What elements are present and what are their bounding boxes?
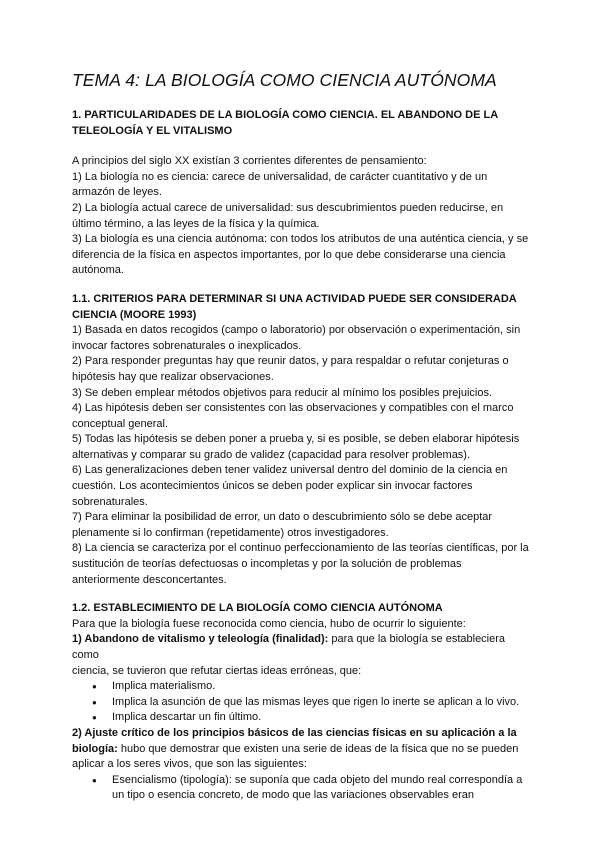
criterion-5: 5) Todas las hipótesis se deben poner a prueba y, si es posible, se deben elaborar hipótesis alternativas y comparar su grado de validez (capacidad para resolver problemas).	[72, 433, 520, 461]
point-2-text: hubo que demostrar que existen una serie de ideas de la física que no se pueden aplicar a los seres vivos, que son las siguientes:	[72, 742, 519, 771]
section-1-item-2: 2) La biología actual carece de universalidad: sus descubrimientos pueden reducirse, en último término, a las leyes de la física y la química.	[72, 201, 504, 230]
criterion-4: 4) Las hipótesis deben ser consistentes con las observaciones y compatibles con el marco conceptual general.	[72, 402, 514, 430]
point-1-paragraph	[72, 632, 532, 663]
point-1-text: para que la biología se estableciera como	[72, 633, 506, 661]
point-1-continuation: ciencia, se tuvieron que refutar ciertas ideas erróneas, que:	[72, 664, 362, 677]
criterion-8: 8) La ciencia se caracteriza por el continuo perfeccionamiento de las teorías científicas, por la sustitución de teorías defectuosas o incompletas y por la solución de problemas anteriormente desconcertantes.	[72, 542, 529, 586]
point-1-label: 1) Abandono de vitalismo y teleología (finalidad):	[72, 633, 329, 646]
page-title: TEMA 4: LA BIOLOGÍA COMO CIENCIA AUTÓNOMA	[72, 70, 497, 90]
list-item: ● Implica materialismo.	[72, 679, 532, 695]
criterion-1: 1) Basada en datos recogidos (campo o laboratorio) por observación o experimentación, sin invocar factores sobrenaturales o inexplicados.	[72, 324, 521, 352]
criterion-6: 6) Las generalizaciones deben tener validez universal dentro del dominio de la ciencia en cuestión. Los acontecimientos únicos se deben poder explicar sin invocar factores sobrenaturales.	[72, 464, 508, 508]
list-item: ● Esencialismo (tipología): se suponía que cada objeto del mundo real correspondía a un tipo o esencia concreto, de modo que las variaciones observables eran	[72, 773, 532, 804]
section-1-heading: 1. PARTICULARIDADES DE LA BIOLOGÍA COMO CIENCIA. EL ABANDONO DE LA TELEOLOGÍA Y EL VITALISMO	[72, 109, 498, 137]
section-1-intro: A principios del siglo XX existían 3 corrientes diferentes de pensamiento:	[72, 155, 427, 168]
section-1-item-1: 1) La biología no es ciencia: carece de universalidad, de carácter cuantitativo y de un armazón de leyes.	[72, 170, 488, 199]
criterion-2: 2) Para responder preguntas hay que reunir datos, y para respaldar o refutar conjeturas o hipótesis hay que realizar observaciones.	[72, 355, 509, 383]
section-1-item-3: 3) La biología es una ciencia autónoma: con todos los atributos de una auténtica ciencia, y se diferencia de la física en aspectos importantes, por lo que debe considerarse una ciencia autónoma.	[72, 233, 529, 277]
list-item: ● Implica descartar un fin último.	[72, 710, 532, 726]
criterion-3: 3) Se deben emplear métodos objetivos para reducir al mínimo los posibles prejuicios.	[72, 386, 493, 399]
section-1-2-heading: 1.2. ESTABLECIMIENTO DE LA BIOLOGÍA COMO CIENCIA AUTÓNOMA	[72, 602, 443, 615]
section-1-2-intro: Para que la biología fuese reconocida como ciencia, hubo de ocurrir lo siguiente:	[72, 617, 466, 630]
point-2-label: 2) Ajuste crítico de los principios básicos de las ciencias físicas en su aplicación a la biología:	[72, 726, 517, 755]
list-item: ● Implica la asunción de que las mismas leyes que rigen lo inerte se aplican a lo vivo.	[72, 695, 532, 711]
point-1-bullet-list	[72, 679, 532, 726]
section-1-1-heading: 1.1. CRITERIOS PARA DETERMINAR SI UNA ACTIVIDAD PUEDE SER CONSIDERADA CIENCIA (MOORE 1993)	[72, 292, 517, 321]
document-body	[72, 108, 532, 804]
point-2-bullet-list	[72, 773, 532, 804]
criterion-7: 7) Para eliminar la posibilidad de error, un dato o descubrimiento sólo se debe aceptar plenamente si lo confirman (repetidamente) otros investigadores.	[72, 511, 493, 539]
point-2-paragraph	[72, 726, 532, 773]
